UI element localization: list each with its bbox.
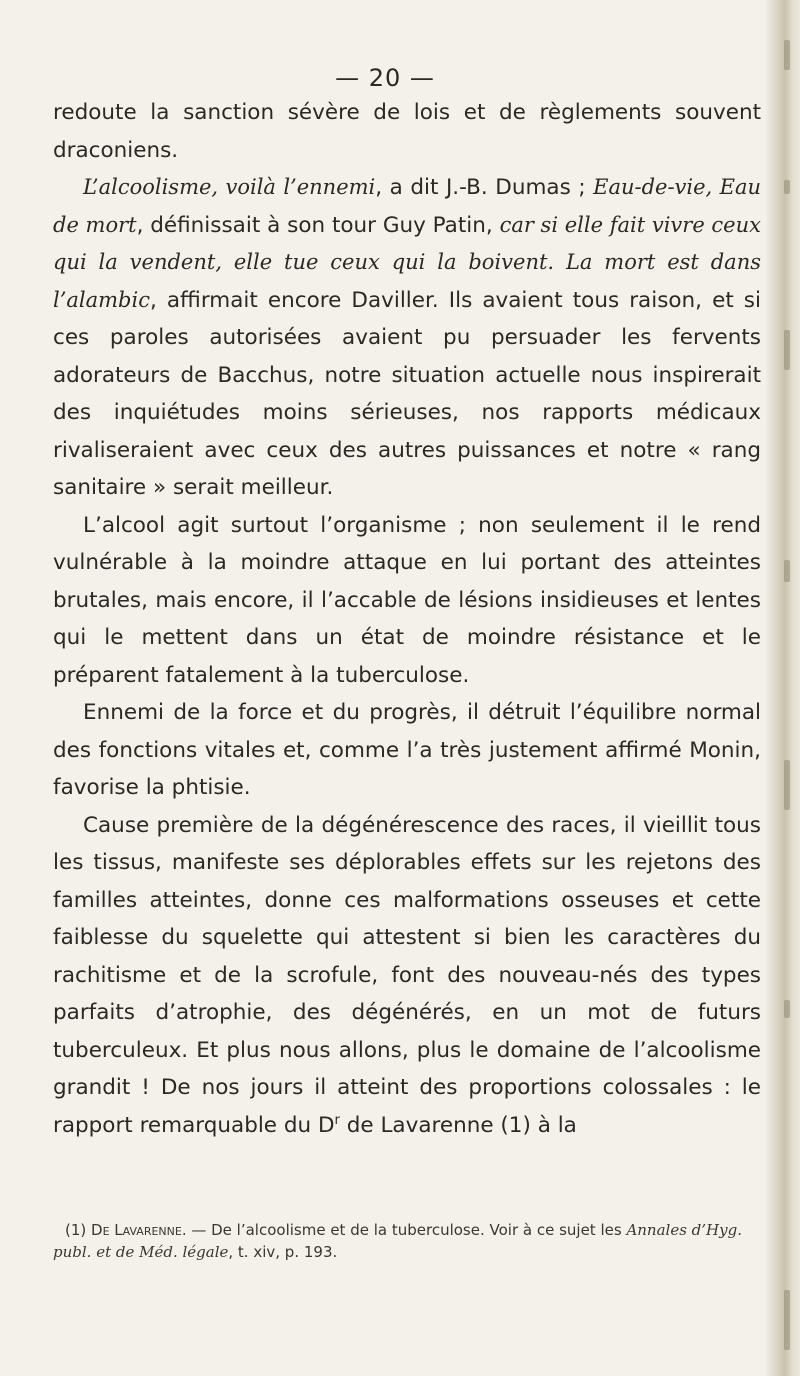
footnote-text: — De l’alcoolisme et de la tuberculose. Voir à ce sujet les <box>186 1221 627 1239</box>
quote-3: car si elle fait vivre ceux qui la vendent, elle tue ceux qui la boivent. La mort est dans l’alambic <box>53 212 761 312</box>
footnote-author: De Lavarenne. <box>91 1221 187 1239</box>
paragraph-1: redoute la sanction sévère de lois et de règlements souvent draconiens. <box>53 100 761 163</box>
doctor-superscript: r <box>334 1112 340 1128</box>
footnote-ref: , t. xiv, p. 193. <box>228 1243 338 1261</box>
quote-1: L’alcoolisme, voilà l’ennemi <box>83 175 376 199</box>
footnote-marker: (1) <box>65 1221 87 1239</box>
p2-text-1: , a dit J.-B. Dumas ; <box>375 175 594 200</box>
footnote-journal: Annales d’Hyg. publ. et de Méd. légale <box>53 1221 742 1261</box>
p2-text-2: , définissait à son tour Guy Patin, <box>136 212 500 238</box>
page-edge <box>766 0 800 1376</box>
p5-text-2: de Lavarenne (1) à la <box>339 1112 577 1138</box>
p2-text-3: , affirmait encore Daviller. Ils avaient tous raison, et si ces paroles autorisées avaient pu persuader les fervents adorateurs de Bacchus, notre situation actuelle nous inspirerait des inquiétudes moins sérieuses, nos rapports médicaux rivaliseraient avec ceux des autres puissances et notre « rang sanitaire » serait meilleur. <box>53 287 761 500</box>
paragraph-4: Ennemi de la force et du progrès, il détruit l’équilibre normal des fonctions vitales et, comme l’a très justement affirmé Monin, favorise la phtisie. <box>53 700 761 800</box>
quote-2: Eau-de-vie, Eau de mort <box>53 175 761 237</box>
p5-text-1: Cause première de la dégénérescence des races, il vieillit tous les tissus, manifeste ses déplorables effets sur les rejetons des familles atteintes, donne ces malformations osseuses et cette faiblesse du squelette qui attestent si bien les caractères du rachitisme et de la scrofule, font des nouveau-nés des types parfaits d’atrophie, des dégénérés, en un mot de futurs tuberculeux. Et plus nous allons, plus le domaine de l’alcoolisme grandit ! De nos jours il atteint des proportions colossales : le rapport remarquable du D <box>53 812 761 1138</box>
paragraph-5 <box>53 807 761 1145</box>
footnote <box>53 1219 761 1263</box>
body-text <box>53 94 761 1144</box>
paragraph-3: L’alcool agit surtout l’organisme ; non seulement il le rend vulnérable à la moindre attaque en lui portant des atteintes brutales, mais encore, il l’accable de lésions insidieuses et lentes qui le mettent dans un état de moindre résistance et le préparent fatalement à la tuberculose. <box>53 512 761 688</box>
paragraph-2 <box>53 169 761 507</box>
page-number: — 20 — <box>335 64 435 92</box>
